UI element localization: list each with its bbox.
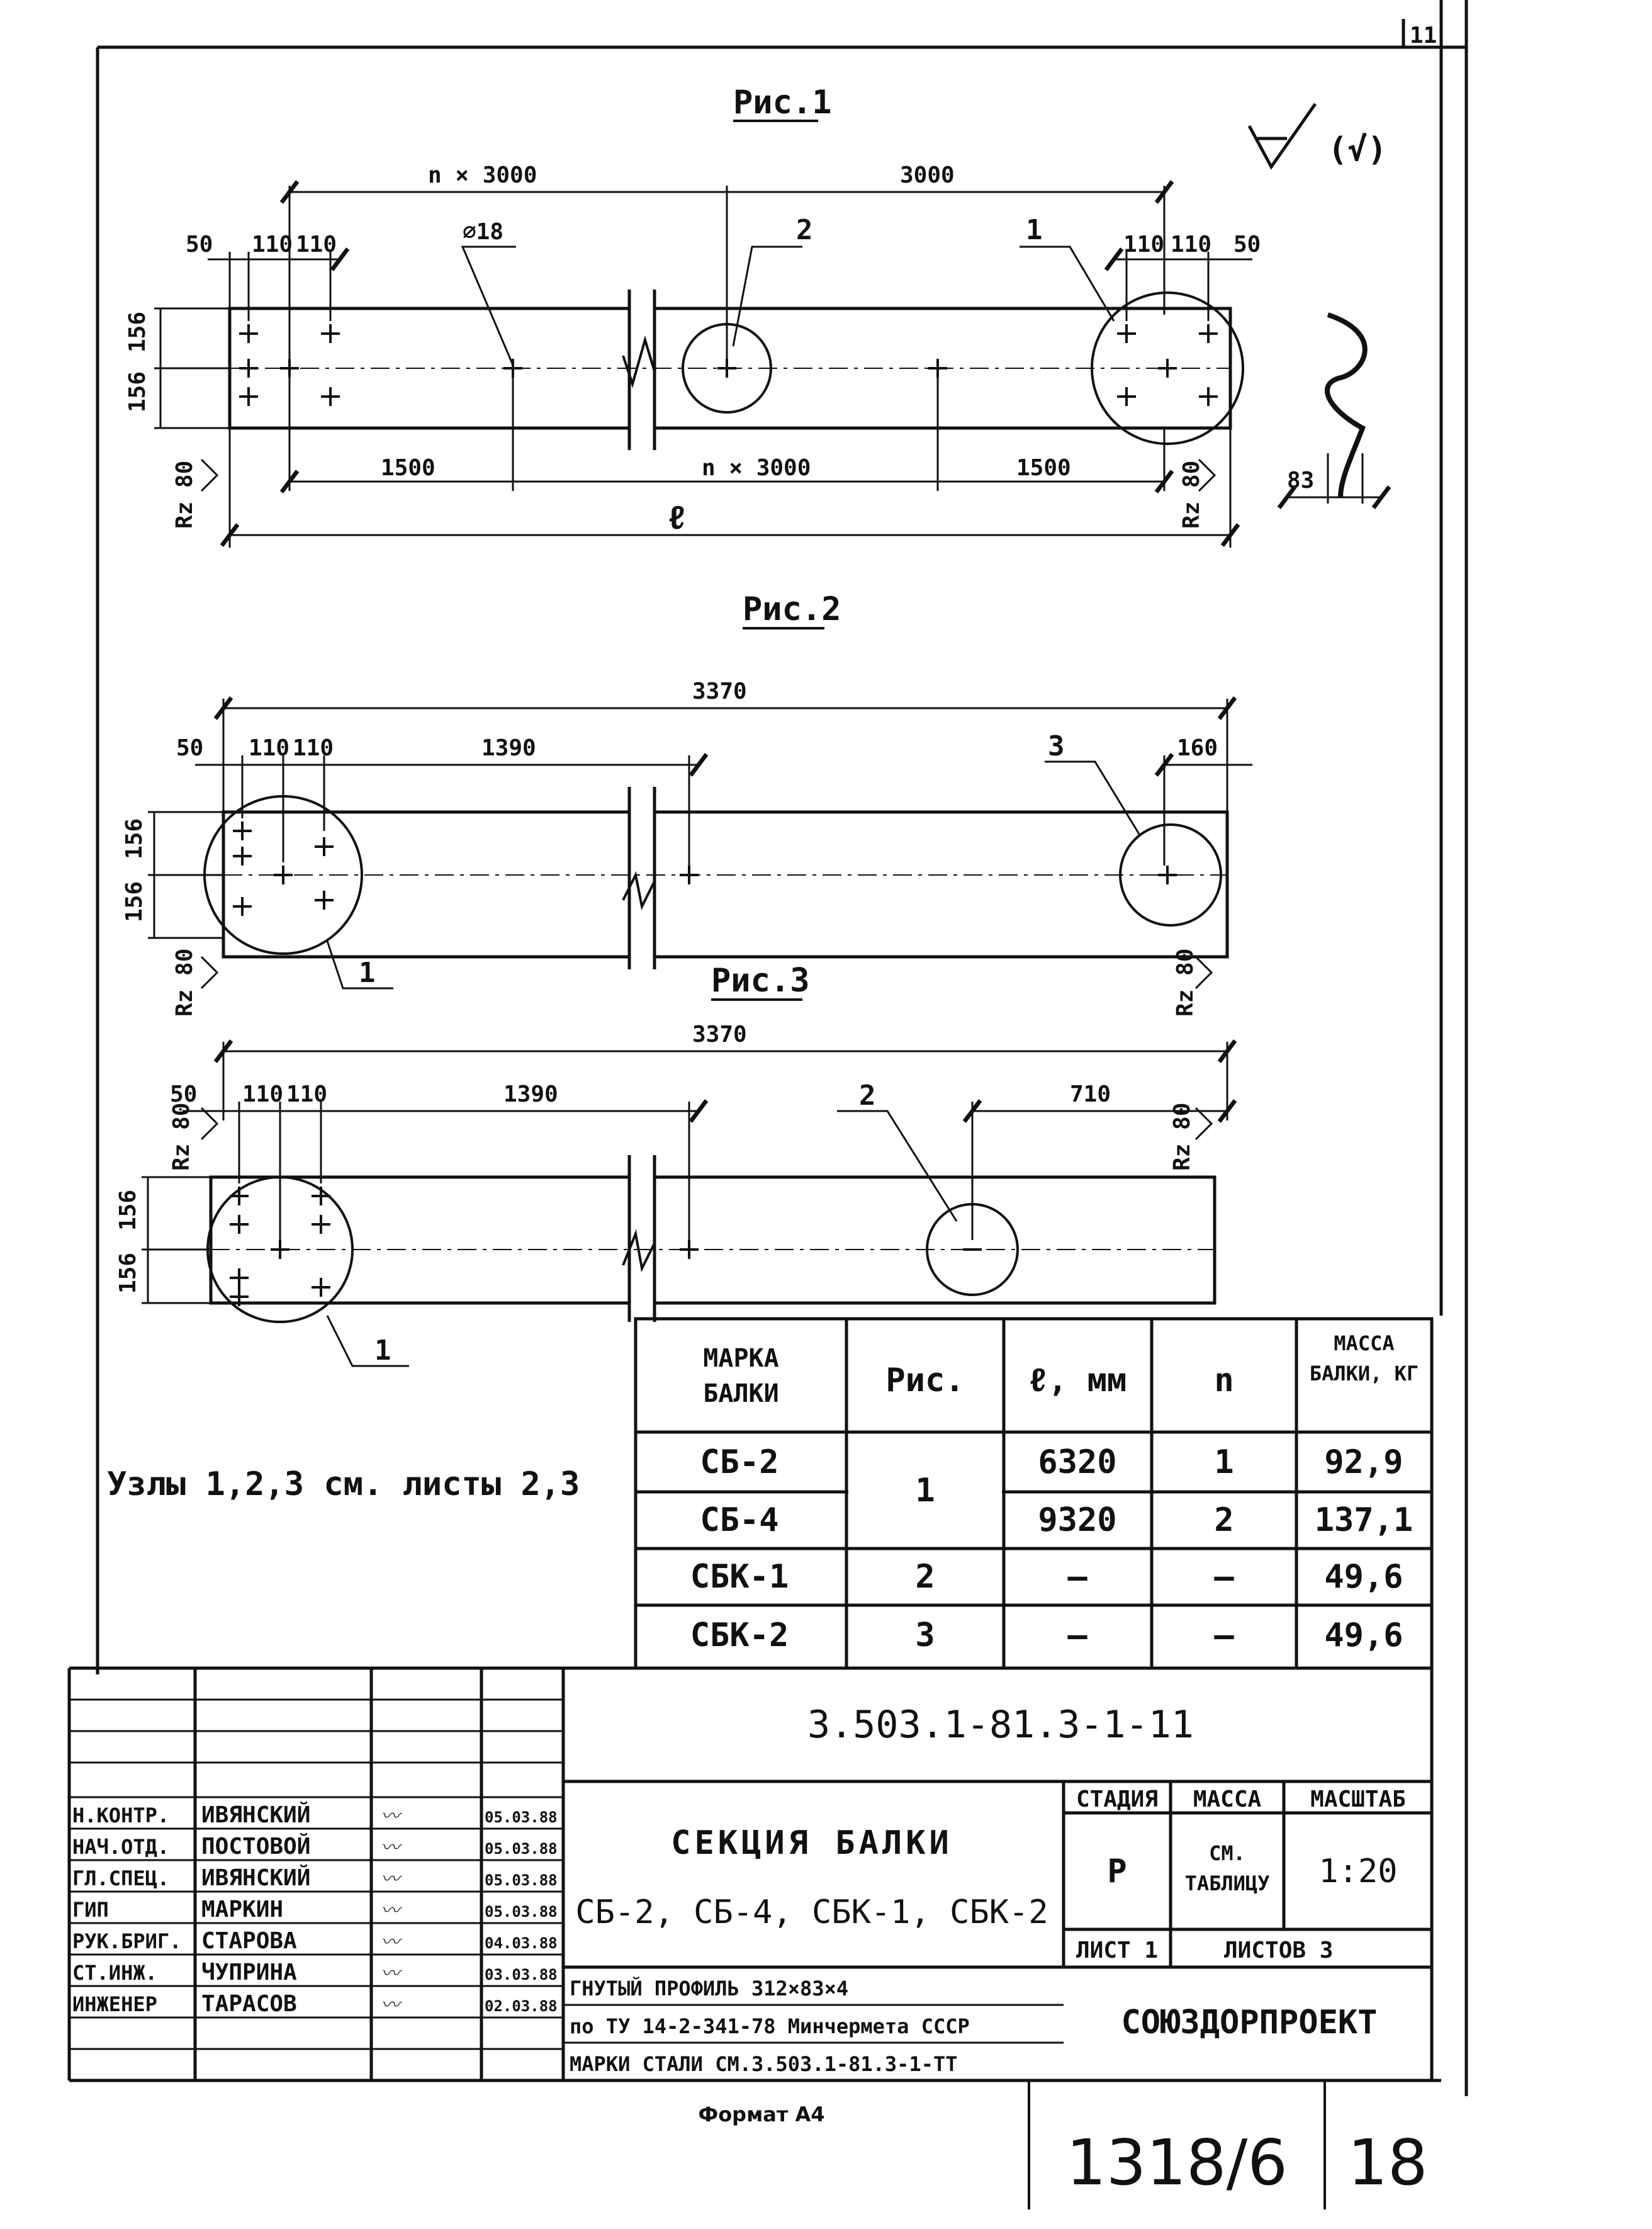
staff-date: 05.03.88 bbox=[485, 1903, 558, 1921]
mass-value: СМ. ТАБЛИЦУ bbox=[1184, 1841, 1270, 1895]
fig1-dim-top-left: n × 3000 bbox=[428, 162, 537, 188]
fig2-dim-mid: 1390 bbox=[481, 735, 536, 761]
fig1-node-label-1: 1 bbox=[1026, 214, 1043, 246]
material-line-3: марки стали см.3.503.1-81.3-1-ТТ bbox=[570, 2052, 958, 2076]
nodes-reference-note: Узлы 1,2,3 см. листы 2,3 bbox=[107, 1465, 580, 1503]
fig1-beam bbox=[230, 290, 1230, 450]
fig1-dim-50-left: 50 bbox=[186, 232, 213, 257]
fig3-rz-left: Rz 80 bbox=[169, 1102, 194, 1171]
staff-signature-icon: 〰︎ bbox=[381, 1963, 400, 1985]
staff-signature-icon: 〰︎ bbox=[381, 1931, 400, 1953]
staff-signature-icon: 〰︎ bbox=[381, 1868, 400, 1890]
fig3-dim-total: 3370 bbox=[692, 1022, 747, 1047]
fig1-dim-top-right: 3000 bbox=[900, 162, 955, 188]
table-row-n: — bbox=[1214, 1617, 1234, 1654]
staff-signature-icon: 〰︎ bbox=[381, 1994, 400, 2016]
table-row-length: 6320 bbox=[1038, 1443, 1117, 1481]
staff-date: 04.03.88 bbox=[485, 1934, 558, 1952]
table-row-mass: 137,1 bbox=[1314, 1501, 1413, 1539]
fig3-title: Рис.3 bbox=[711, 962, 810, 1000]
fig2-side-dim-top: 156 bbox=[121, 818, 147, 859]
staff-name: Ивянский bbox=[201, 1802, 311, 1828]
fig1-node-label-2: 2 bbox=[796, 214, 813, 246]
sheet-number: Лист 1 bbox=[1076, 1938, 1159, 1963]
table-row-mass: 49,6 bbox=[1324, 1617, 1403, 1654]
staff-signature-icon: 〰︎ bbox=[381, 1805, 400, 1827]
table-header-fig: Рис. bbox=[885, 1362, 965, 1399]
figure-2 bbox=[121, 590, 1252, 1017]
fig1-side-dim-top: 156 bbox=[125, 311, 150, 353]
fig1-profile-section bbox=[1327, 315, 1365, 497]
table-row-length: 9320 bbox=[1038, 1501, 1117, 1539]
fig2-dim-110-b: 110 bbox=[293, 735, 334, 761]
table-row-length: — bbox=[1067, 1617, 1087, 1654]
stage-label: Стадия bbox=[1076, 1786, 1159, 1812]
roughness-sign bbox=[1249, 104, 1315, 167]
fig3-dim-mid: 1390 bbox=[503, 1081, 558, 1107]
staff-name: Чуприна bbox=[201, 1960, 297, 1985]
fig3-side-dim-top: 156 bbox=[115, 1189, 141, 1231]
fig1-length-label: ℓ bbox=[667, 499, 687, 537]
table-row-n: 2 bbox=[1214, 1501, 1234, 1539]
staff-date: 02.03.88 bbox=[485, 1997, 558, 2015]
table-row-mark: СБК-1 bbox=[690, 1558, 789, 1596]
fig2-node-label-1: 1 bbox=[359, 957, 376, 989]
fig3-dim-50: 50 bbox=[170, 1081, 198, 1107]
figure-3 bbox=[115, 962, 1227, 1367]
table-header-mass: МАССА БАЛКИ, КГ bbox=[1309, 1331, 1419, 1385]
staff-role: Рук.бриг. bbox=[72, 1929, 182, 1953]
sheets-count: Листов 3 bbox=[1224, 1938, 1334, 1963]
table-row-mark: СБ-4 bbox=[700, 1501, 779, 1539]
table-header-n: n bbox=[1214, 1362, 1234, 1399]
staff-role: Нач.отд. bbox=[72, 1835, 170, 1859]
fig1-hole-diameter: ⌀18 bbox=[463, 219, 504, 245]
fig2-dim-right: 160 bbox=[1177, 735, 1218, 761]
staff-date: 03.03.88 bbox=[485, 1966, 558, 1984]
staff-role: ГИП bbox=[72, 1898, 109, 1922]
staff-name: Маркин bbox=[201, 1897, 284, 1922]
fig2-rz-right: Rz 80 bbox=[1172, 948, 1198, 1017]
fig1-dim-bottom-left: 1500 bbox=[381, 455, 435, 481]
table-row-mark: СБ-2 bbox=[700, 1443, 779, 1481]
fig2-dim-total: 3370 bbox=[692, 679, 747, 704]
mass-label: Масса bbox=[1193, 1786, 1262, 1812]
beam-table bbox=[636, 1319, 1432, 1668]
sheet-corner-number: 11 bbox=[1410, 23, 1437, 48]
document-code: 3.503.1-81.3-1-11 bbox=[807, 1703, 1194, 1747]
fig1-dim-110-c: 110 bbox=[1123, 232, 1165, 257]
staff-name: Ивянский bbox=[201, 1865, 311, 1891]
staff-list bbox=[72, 1802, 558, 2017]
fig2-beam bbox=[223, 787, 1227, 969]
title-block bbox=[69, 1668, 1432, 2080]
staff-role: Н.контр. bbox=[72, 1803, 170, 1827]
fig1-rz-right: Rz 80 bbox=[1179, 460, 1205, 529]
staff-date: 05.03.88 bbox=[485, 1840, 558, 1858]
material-line-1: Гнутый профиль 312×83×4 bbox=[570, 1977, 849, 2000]
fig3-node-label-1: 1 bbox=[374, 1335, 391, 1367]
table-header-length: ℓ, мм bbox=[1028, 1362, 1127, 1399]
fig1-dim-110-d: 110 bbox=[1171, 232, 1212, 257]
fig1-section-dim: 83 bbox=[1287, 468, 1315, 494]
scale-value: 1:20 bbox=[1318, 1853, 1398, 1890]
fig1-side-dim-bottom: 156 bbox=[125, 371, 150, 412]
page-number: 18 bbox=[1347, 2126, 1428, 2199]
organization-name: Союздорпроект bbox=[1121, 2004, 1378, 2041]
fig2-dim-50: 50 bbox=[176, 735, 204, 761]
table-header-mark: МАРКА БАЛКИ bbox=[703, 1344, 779, 1408]
fig1-dim-110-b: 110 bbox=[296, 232, 337, 257]
staff-name: Тарасов bbox=[201, 1991, 297, 2017]
table-row-fig: 1 bbox=[915, 1472, 935, 1510]
table-row-n: — bbox=[1214, 1558, 1234, 1596]
fig1-dim-110-a: 110 bbox=[252, 232, 293, 257]
fig1-dim-50-right: 50 bbox=[1233, 232, 1261, 257]
staff-name: Постовой bbox=[201, 1834, 311, 1859]
fig3-beam bbox=[211, 1155, 1215, 1322]
table-row-mass: 49,6 bbox=[1324, 1558, 1403, 1596]
roughness-symbol: (√) bbox=[1328, 131, 1387, 169]
staff-date: 05.03.88 bbox=[485, 1871, 558, 1889]
fig2-title: Рис.2 bbox=[743, 590, 841, 628]
staff-name: Старова bbox=[201, 1928, 297, 1954]
fig3-node-label-2: 2 bbox=[859, 1080, 876, 1112]
fig2-side-dim-bottom: 156 bbox=[121, 881, 147, 922]
fig3-dim-right: 710 bbox=[1070, 1081, 1111, 1107]
fig2-holes bbox=[233, 821, 1177, 916]
fig2-node-label-3: 3 bbox=[1048, 730, 1065, 762]
material-line-2: по ТУ 14-2-341-78 Минчермета СССР bbox=[570, 2014, 970, 2038]
fig1-dim-bottom-right: 1500 bbox=[1016, 455, 1071, 481]
paper-format: Формат А4 bbox=[698, 2102, 825, 2126]
drawing-subtitle: СБ-2, СБ-4, СБК-1, СБК-2 bbox=[575, 1893, 1048, 1931]
fig3-dim-110-b: 110 bbox=[286, 1081, 328, 1107]
table-row-length: — bbox=[1067, 1558, 1087, 1596]
staff-role: Гл.спец. bbox=[72, 1866, 170, 1890]
staff-role: Ст.инж. bbox=[72, 1961, 157, 1985]
fig3-rz-right: Rz 80 bbox=[1169, 1102, 1195, 1171]
fig1-dim-bottom-mid: n × 3000 bbox=[702, 455, 811, 481]
figure-1 bbox=[125, 84, 1381, 548]
fig2-rz-left: Rz 80 bbox=[172, 948, 198, 1017]
fig1-holes bbox=[239, 324, 1218, 406]
scale-label: Масштаб bbox=[1310, 1786, 1406, 1812]
staff-signature-icon: 〰︎ bbox=[381, 1900, 400, 1922]
fig3-dim-110-a: 110 bbox=[242, 1081, 284, 1107]
table-row-n: 1 bbox=[1214, 1443, 1234, 1481]
table-row-mark: СБК-2 bbox=[690, 1617, 789, 1654]
drawing-title: Секция балки bbox=[671, 1824, 953, 1862]
staff-signature-icon: 〰︎ bbox=[381, 1837, 400, 1859]
table-row-mass: 92,9 bbox=[1324, 1443, 1403, 1481]
stamp-number: 1318/6 bbox=[1066, 2126, 1288, 2199]
staff-date: 05.03.88 bbox=[485, 1809, 558, 1826]
stage-value: Р bbox=[1107, 1853, 1127, 1890]
table-row-fig: 3 bbox=[915, 1617, 935, 1654]
table-row-fig: 2 bbox=[915, 1558, 935, 1596]
fig3-side-dim-bottom: 156 bbox=[115, 1252, 141, 1294]
fig2-dim-110-a: 110 bbox=[249, 735, 290, 761]
fig1-title: Рис.1 bbox=[733, 84, 832, 121]
fig1-rz-left: Rz 80 bbox=[172, 460, 198, 529]
staff-role: Инженер bbox=[72, 1992, 157, 2016]
